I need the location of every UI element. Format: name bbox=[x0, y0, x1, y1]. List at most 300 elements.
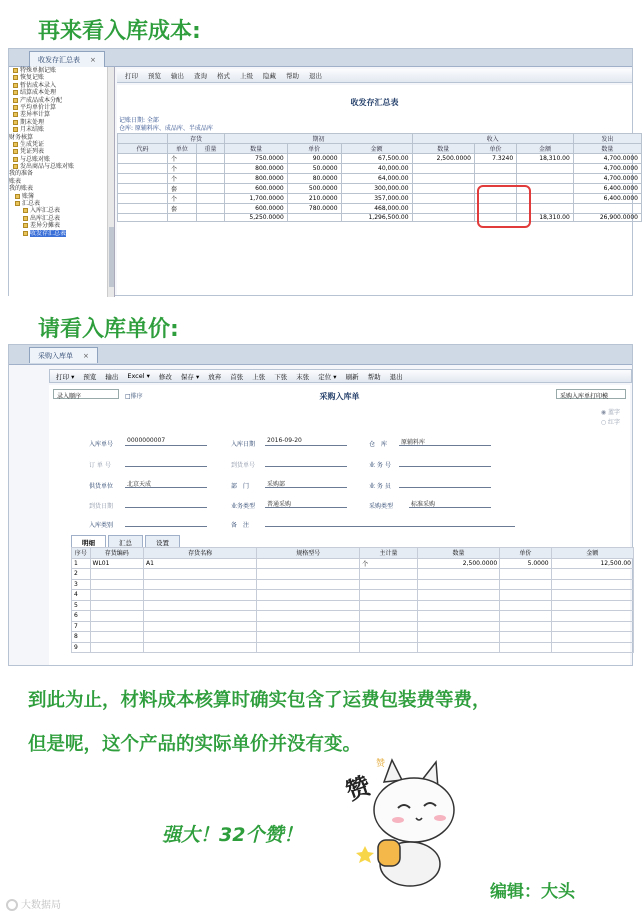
toolbar-button[interactable]: 帮助 bbox=[286, 72, 299, 80]
arrival-date-label: 到货日期 bbox=[89, 503, 114, 510]
table-cell bbox=[118, 204, 168, 214]
table-cell[interactable]: 个 bbox=[360, 558, 418, 569]
table-cell: 6,400.0000 bbox=[573, 194, 641, 204]
tree-item-label: 入库汇总表 bbox=[30, 207, 61, 215]
toolbar-button[interactable]: 打印 ▾ bbox=[56, 372, 75, 381]
document-icon bbox=[13, 142, 18, 147]
tree-item[interactable] bbox=[9, 170, 114, 177]
table-cell[interactable] bbox=[417, 590, 499, 601]
toolbar-button[interactable]: 隐藏 bbox=[263, 72, 276, 80]
table-cell[interactable]: 2,500.0000 bbox=[417, 558, 499, 569]
table-cell[interactable] bbox=[144, 600, 257, 611]
table-cell bbox=[517, 174, 574, 184]
report-meta-date: 记账日期: 全部 bbox=[119, 117, 159, 124]
table-cell[interactable] bbox=[90, 590, 144, 601]
sort-checkbox[interactable]: □排序 bbox=[125, 393, 143, 400]
table-cell[interactable] bbox=[90, 621, 144, 632]
close-icon[interactable]: × bbox=[83, 352, 89, 360]
toolbar-button[interactable]: 打印 bbox=[125, 72, 138, 80]
clerk-field[interactable] bbox=[399, 479, 491, 488]
table-cell[interactable] bbox=[144, 569, 257, 580]
purchase-receipt-window bbox=[8, 344, 633, 666]
table-row bbox=[118, 174, 642, 184]
document-icon bbox=[13, 164, 18, 169]
toolbar-button[interactable]: 退出 bbox=[309, 72, 322, 80]
table-cell bbox=[573, 204, 641, 214]
supplier-label: 供货单位 bbox=[89, 483, 114, 490]
toolbar-button[interactable]: 预览 bbox=[148, 72, 161, 80]
tree-item[interactable] bbox=[9, 148, 114, 155]
table-cell[interactable] bbox=[360, 611, 418, 622]
table-cell: 4,700.0000 bbox=[573, 154, 641, 164]
warehouse-label: 仓 库 bbox=[369, 441, 388, 448]
table-cell[interactable] bbox=[551, 569, 633, 580]
tree-item-label: 差异分摊表 bbox=[30, 222, 61, 230]
tree-item[interactable] bbox=[9, 97, 114, 104]
table-cell[interactable] bbox=[144, 590, 257, 601]
table-cell: 1,296,500.00 bbox=[341, 214, 412, 222]
table-cell: 个 bbox=[168, 194, 197, 204]
column-header: 金额 bbox=[341, 144, 412, 154]
tree-item[interactable] bbox=[9, 207, 114, 214]
table-cell[interactable] bbox=[144, 621, 257, 632]
table-cell: 210.0000 bbox=[287, 194, 341, 204]
document-icon bbox=[13, 105, 18, 110]
table-cell bbox=[118, 194, 168, 204]
column-header: 存货编码 bbox=[90, 548, 144, 559]
table-cell bbox=[196, 184, 225, 194]
toolbar-button[interactable]: 首张 bbox=[230, 372, 244, 381]
toolbar-button[interactable]: 放弃 bbox=[208, 372, 222, 381]
group-out: 发出 bbox=[573, 134, 641, 144]
table-cell bbox=[168, 214, 197, 222]
table-cell: 4,700.0000 bbox=[573, 164, 641, 174]
report-toolbar bbox=[117, 69, 632, 83]
table-cell[interactable] bbox=[551, 621, 633, 632]
table-row[interactable] bbox=[72, 621, 634, 632]
entry-date-field[interactable]: 2016-09-20 bbox=[265, 437, 347, 446]
table-cell[interactable] bbox=[144, 642, 257, 653]
tab-summary-report[interactable] bbox=[29, 51, 105, 67]
table-cell[interactable] bbox=[417, 600, 499, 611]
toolbar-button[interactable]: 输出 bbox=[105, 372, 119, 381]
purchase-type-field[interactable]: 标准采购 bbox=[409, 499, 491, 508]
biz-type-field[interactable]: 普通采购 bbox=[265, 499, 347, 508]
table-cell bbox=[118, 214, 168, 222]
order-no-field[interactable] bbox=[125, 458, 207, 467]
table-cell[interactable] bbox=[257, 600, 360, 611]
table-cell[interactable] bbox=[144, 632, 257, 643]
table-cell[interactable] bbox=[500, 632, 551, 643]
document-icon bbox=[13, 68, 18, 73]
biz-type-label: 业务类型 bbox=[231, 503, 256, 510]
business-no-field[interactable] bbox=[399, 458, 491, 467]
table-cell: 个 bbox=[168, 174, 197, 184]
toolbar-button[interactable]: 格式 bbox=[217, 72, 230, 80]
arrival-date-field[interactable] bbox=[125, 499, 207, 508]
table-cell: 18,310.00 bbox=[517, 154, 574, 164]
table-cell[interactable]: 4 bbox=[72, 590, 91, 601]
entry-date-label: 入库日期 bbox=[231, 441, 256, 448]
tree-item-label: 生成凭证 bbox=[20, 140, 45, 148]
toolbar-button[interactable]: 退出 bbox=[389, 372, 403, 381]
table-cell[interactable] bbox=[360, 600, 418, 611]
table-cell: 26,900.0000 bbox=[573, 214, 641, 222]
table-cell bbox=[196, 194, 225, 204]
table-cell[interactable] bbox=[360, 632, 418, 643]
table-cell bbox=[412, 214, 474, 222]
tree-item-label: 发出商品与总账对账 bbox=[20, 163, 75, 171]
table-cell[interactable] bbox=[500, 569, 551, 580]
table-cell[interactable] bbox=[90, 632, 144, 643]
table-cell[interactable] bbox=[90, 579, 144, 590]
table-cell bbox=[412, 194, 474, 204]
table-cell[interactable] bbox=[360, 621, 418, 632]
radio-red[interactable]: ○ 红字 bbox=[600, 419, 620, 426]
detail-tab[interactable]: 汇总 bbox=[108, 535, 143, 550]
group-in: 收入 bbox=[412, 134, 573, 144]
tree-item-label: 暂估成本录入 bbox=[20, 81, 57, 89]
table-cell: 600.0000 bbox=[225, 184, 287, 194]
table-cell[interactable] bbox=[500, 600, 551, 611]
table-cell bbox=[196, 214, 225, 222]
table-row[interactable] bbox=[72, 632, 634, 643]
table-cell: 个 bbox=[168, 154, 197, 164]
supplier-field[interactable]: 北京天成 bbox=[125, 479, 207, 488]
tree-item-label: 财务核算 bbox=[9, 133, 34, 141]
table-cell: 套 bbox=[168, 204, 197, 214]
dept-label: 部 门 bbox=[231, 483, 250, 490]
table-cell[interactable]: 6 bbox=[72, 611, 91, 622]
group-opening: 期初 bbox=[225, 134, 412, 144]
table-row[interactable] bbox=[72, 611, 634, 622]
scrollbar-thumb[interactable] bbox=[109, 227, 114, 287]
tree-item-label: 凭证列表 bbox=[20, 148, 45, 156]
tree-item-label: 产成品成本分配 bbox=[20, 96, 63, 104]
tree-item-label: 汇总表 bbox=[22, 200, 41, 208]
warehouse-field[interactable]: 原辅料库 bbox=[399, 437, 491, 446]
table-cell[interactable]: 3 bbox=[72, 579, 91, 590]
table-row[interactable] bbox=[72, 590, 634, 601]
toolbar-button[interactable]: 输出 bbox=[171, 72, 184, 80]
print-template-select[interactable]: 采购入库单打印模 bbox=[556, 389, 626, 399]
report-meta-warehouse: 仓库: 原辅料库、成品库、半成品库 bbox=[119, 125, 213, 132]
table-cell[interactable] bbox=[417, 579, 499, 590]
tree-item-label: 收发存汇总表 bbox=[30, 229, 67, 237]
navigation-tree bbox=[9, 67, 115, 297]
table-cell[interactable] bbox=[417, 632, 499, 643]
group-blank bbox=[118, 134, 168, 144]
document-icon bbox=[13, 112, 18, 117]
tree-item[interactable] bbox=[9, 126, 114, 133]
table-cell[interactable] bbox=[551, 642, 633, 653]
table-cell: 780.0000 bbox=[287, 204, 341, 214]
table-cell[interactable]: A1 bbox=[144, 558, 257, 569]
table-cell: 4,700.0000 bbox=[573, 174, 641, 184]
table-row[interactable] bbox=[72, 579, 634, 590]
table-cell[interactable] bbox=[90, 600, 144, 611]
column-header: 重量 bbox=[196, 144, 225, 154]
column-header: 数量 bbox=[573, 144, 641, 154]
tree-item-label: 期末处理 bbox=[20, 118, 45, 126]
tree-item-label: 恢复记账 bbox=[20, 74, 45, 82]
tree-item-label: 账簿 bbox=[22, 192, 35, 200]
tree-item-label: 与总账对账 bbox=[20, 155, 51, 163]
table-cell: 750.0000 bbox=[225, 154, 287, 164]
table-cell: 64,000.00 bbox=[341, 174, 412, 184]
table-cell: 40,000.00 bbox=[341, 164, 412, 174]
document-icon bbox=[15, 201, 20, 206]
table-cell bbox=[412, 204, 474, 214]
column-header: 存货名称 bbox=[144, 548, 257, 559]
tree-item[interactable] bbox=[9, 156, 114, 163]
tree-item[interactable] bbox=[9, 222, 114, 229]
table-cell[interactable]: 8 bbox=[72, 632, 91, 643]
toolbar-button[interactable]: 修改 bbox=[158, 372, 172, 381]
report-title: 收发存汇总表 bbox=[350, 98, 399, 107]
detail-table bbox=[71, 547, 634, 653]
table-cell[interactable]: WL01 bbox=[90, 558, 144, 569]
table-cell: 50.0000 bbox=[287, 164, 341, 174]
column-header: 序号 bbox=[72, 548, 91, 559]
toolbar-button[interactable]: 查询 bbox=[194, 72, 207, 80]
tree-item-label: 特殊单据记账 bbox=[20, 67, 57, 74]
table-cell bbox=[118, 154, 168, 164]
arrival-no-field[interactable] bbox=[265, 458, 347, 467]
heading-inbound-cost: 再来看入库成本: bbox=[38, 19, 201, 44]
radio-blue[interactable]: ◉ 蓝字 bbox=[600, 409, 620, 416]
detail-tab[interactable]: 明细 bbox=[71, 535, 106, 550]
column-header: 数量 bbox=[412, 144, 474, 154]
table-row bbox=[118, 184, 642, 194]
table-cell[interactable] bbox=[500, 642, 551, 653]
tab-bar bbox=[9, 345, 632, 365]
tree-scrollbar[interactable] bbox=[107, 67, 114, 297]
column-header: 单价 bbox=[287, 144, 341, 154]
document-icon bbox=[23, 208, 28, 213]
entry-type-field[interactable] bbox=[125, 518, 207, 527]
document-icon bbox=[13, 120, 18, 125]
tree-item-label: 结算成本处理 bbox=[20, 89, 57, 97]
table-cell: 300,000.00 bbox=[341, 184, 412, 194]
summary-table bbox=[117, 133, 642, 222]
tree-item-label: 出库汇总表 bbox=[30, 214, 61, 222]
receipt-toolbar bbox=[49, 369, 632, 383]
table-cell[interactable]: 12,500.00 bbox=[551, 558, 633, 569]
table-cell[interactable] bbox=[90, 611, 144, 622]
table-cell[interactable] bbox=[257, 579, 360, 590]
purchase-type-label: 采购类型 bbox=[369, 503, 394, 510]
cat-badge-small: 赞 bbox=[376, 759, 386, 769]
table-cell bbox=[118, 164, 168, 174]
column-header: 单价 bbox=[500, 548, 551, 559]
table-cell: 90.0000 bbox=[287, 154, 341, 164]
table-cell: 7.3240 bbox=[474, 154, 516, 164]
table-cell[interactable] bbox=[551, 632, 633, 643]
table-cell[interactable] bbox=[257, 611, 360, 622]
table-cell[interactable] bbox=[144, 579, 257, 590]
table-cell: 800.0000 bbox=[225, 174, 287, 184]
toolbar-button[interactable]: 下张 bbox=[274, 372, 288, 381]
column-header: 金额 bbox=[517, 144, 574, 154]
table-cell[interactable]: 2 bbox=[72, 569, 91, 580]
table-cell[interactable]: 7 bbox=[72, 621, 91, 632]
table-cell[interactable] bbox=[417, 569, 499, 580]
tree-item[interactable] bbox=[9, 193, 114, 200]
tab-bar bbox=[9, 49, 632, 67]
document-icon bbox=[13, 157, 18, 162]
tree-item[interactable] bbox=[9, 215, 114, 222]
tree-item-label: 月末结账 bbox=[20, 126, 45, 134]
document-icon bbox=[23, 223, 28, 228]
table-cell[interactable] bbox=[90, 569, 144, 580]
tree-item[interactable] bbox=[9, 89, 114, 96]
table-cell: 18,310.00 bbox=[517, 214, 574, 222]
table-row bbox=[118, 214, 642, 222]
table-cell: 468,000.00 bbox=[341, 204, 412, 214]
summary-report-window bbox=[8, 48, 638, 296]
thumbs-up-cat-illustration bbox=[340, 752, 460, 892]
column-header: 规格型号 bbox=[257, 548, 360, 559]
table-cell bbox=[196, 154, 225, 164]
order-no-label: 订 单 号 bbox=[89, 462, 111, 469]
table-cell[interactable] bbox=[144, 611, 257, 622]
table-cell: 357,000.00 bbox=[341, 194, 412, 204]
tree-item-label: 平均单价计算 bbox=[20, 103, 57, 111]
toolbar-button[interactable]: 刷新 bbox=[345, 372, 359, 381]
table-cell[interactable] bbox=[90, 642, 144, 653]
tree-item[interactable] bbox=[9, 230, 114, 237]
table-cell: 600.0000 bbox=[225, 204, 287, 214]
table-cell bbox=[196, 174, 225, 184]
table-cell[interactable] bbox=[500, 611, 551, 622]
table-cell[interactable] bbox=[257, 632, 360, 643]
tree-item[interactable] bbox=[9, 185, 114, 192]
table-cell[interactable] bbox=[500, 590, 551, 601]
heading-inbound-price: 请看入库单价: bbox=[38, 317, 179, 342]
table-cell[interactable] bbox=[500, 579, 551, 590]
praise-text: 强大！32个赞！ bbox=[162, 824, 303, 846]
tab-label: 采购入库单 bbox=[38, 352, 73, 360]
table-cell[interactable]: 5.0000 bbox=[500, 558, 551, 569]
toolbar-button[interactable]: 帮助 bbox=[367, 372, 381, 381]
toolbar-button[interactable]: 保存 ▾ bbox=[180, 372, 200, 381]
cat-badge-text: 赞 bbox=[342, 771, 375, 806]
toolbar-button[interactable]: 预览 bbox=[83, 372, 97, 381]
sort-select[interactable]: 录入顺序 bbox=[53, 389, 119, 399]
table-row[interactable] bbox=[72, 558, 634, 569]
document-icon bbox=[13, 127, 18, 132]
tree-item[interactable] bbox=[9, 74, 114, 81]
toolbar-button[interactable]: Excel ▾ bbox=[127, 372, 150, 380]
table-cell[interactable] bbox=[257, 642, 360, 653]
table-cell[interactable] bbox=[417, 642, 499, 653]
table-cell[interactable] bbox=[551, 579, 633, 590]
table-cell[interactable] bbox=[257, 621, 360, 632]
table-cell[interactable] bbox=[551, 611, 633, 622]
toolbar-button[interactable]: 末张 bbox=[296, 372, 310, 381]
tree-item-label: 差异率计算 bbox=[20, 111, 51, 119]
table-row bbox=[118, 194, 642, 204]
arrival-no-label: 到货单号 bbox=[231, 462, 256, 469]
table-row[interactable] bbox=[72, 600, 634, 611]
watermark bbox=[6, 896, 61, 911]
table-cell bbox=[196, 164, 225, 174]
table-cell bbox=[474, 164, 516, 174]
table-cell: 2,500.0000 bbox=[412, 154, 474, 164]
close-icon[interactable]: × bbox=[90, 56, 96, 64]
toolbar-button[interactable]: 定位 ▾ bbox=[318, 372, 337, 381]
table-cell bbox=[412, 184, 474, 194]
clerk-label: 业 务 员 bbox=[369, 483, 391, 490]
tree-item[interactable] bbox=[9, 200, 114, 207]
watermark-logo-icon bbox=[6, 899, 18, 911]
table-row bbox=[118, 204, 642, 214]
detail-tab[interactable]: 设置 bbox=[145, 535, 180, 550]
tree-item[interactable] bbox=[9, 111, 114, 118]
editor-credit: 编辑：大头 bbox=[490, 882, 575, 902]
table-cell: 6,400.0000 bbox=[573, 184, 641, 194]
table-row[interactable] bbox=[72, 642, 634, 653]
table-cell[interactable] bbox=[360, 579, 418, 590]
table-cell: 1,700.0000 bbox=[225, 194, 287, 204]
document-icon bbox=[23, 231, 28, 236]
column-header: 单价 bbox=[474, 144, 516, 154]
remark-field[interactable] bbox=[265, 518, 515, 527]
table-cell[interactable]: 5 bbox=[72, 600, 91, 611]
table-cell[interactable]: 1 bbox=[72, 558, 91, 569]
table-cell[interactable] bbox=[257, 590, 360, 601]
table-cell[interactable] bbox=[417, 621, 499, 632]
tab-purchase-receipt[interactable] bbox=[29, 347, 98, 363]
table-cell[interactable] bbox=[551, 590, 633, 601]
column-header: 金额 bbox=[551, 548, 633, 559]
table-cell[interactable] bbox=[257, 569, 360, 580]
watermark-text: 大数据局 bbox=[21, 900, 61, 911]
table-cell: 800.0000 bbox=[225, 164, 287, 174]
tree-item[interactable] bbox=[9, 134, 114, 141]
table-cell[interactable] bbox=[360, 590, 418, 601]
table-cell[interactable] bbox=[360, 642, 418, 653]
table-cell: 个 bbox=[168, 164, 197, 174]
document-icon bbox=[15, 194, 20, 199]
entry-no-field[interactable]: 0000000007 bbox=[125, 437, 207, 446]
table-cell[interactable]: 9 bbox=[72, 642, 91, 653]
tree-item-label: 账表 bbox=[9, 177, 22, 185]
document-icon bbox=[13, 98, 18, 103]
table-cell[interactable] bbox=[551, 600, 633, 611]
table-cell[interactable] bbox=[360, 569, 418, 580]
column-header: 数量 bbox=[417, 548, 499, 559]
document-icon bbox=[23, 216, 28, 221]
group-stock: 存货 bbox=[168, 134, 225, 144]
dept-field[interactable]: 采购部 bbox=[265, 479, 347, 488]
column-header: 单位 bbox=[168, 144, 197, 154]
table-cell[interactable] bbox=[417, 611, 499, 622]
document-icon bbox=[13, 75, 18, 80]
table-cell[interactable] bbox=[257, 558, 360, 569]
table-row[interactable] bbox=[72, 569, 634, 580]
toolbar-button[interactable]: 上张 bbox=[252, 372, 266, 381]
remark-label: 备 注 bbox=[231, 522, 250, 529]
toolbar-button[interactable]: 上级 bbox=[240, 72, 253, 80]
table-cell bbox=[412, 164, 474, 174]
table-cell: 套 bbox=[168, 184, 197, 194]
table-cell bbox=[474, 174, 516, 184]
table-cell bbox=[118, 174, 168, 184]
table-cell: 67,500.00 bbox=[341, 154, 412, 164]
table-cell[interactable] bbox=[500, 621, 551, 632]
